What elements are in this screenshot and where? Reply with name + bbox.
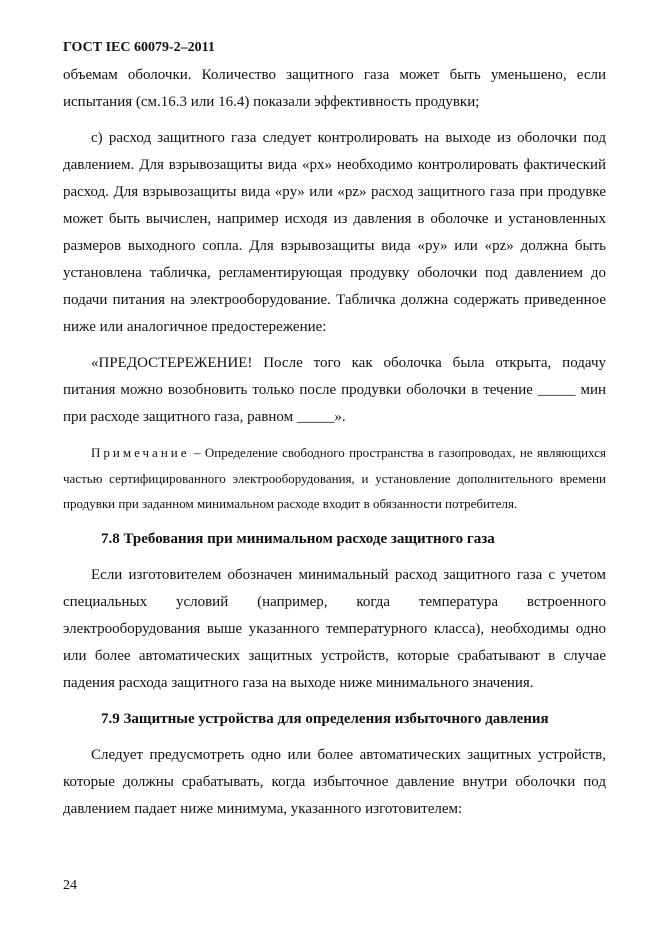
paragraph-warning: «ПРЕДОСТЕРЕЖЕНИЕ! После того как оболочка была открыта, подачу питания можно возобновить только после продувки оболочки в течение _____ мин при расходе защитного газа, равном _____». (63, 355, 606, 425)
standard-header: ГОСТ IEC 60079-2–2011 (63, 40, 215, 55)
section-7-9-title: 7.9 Защитные устройства для определения избыточного давления (101, 710, 549, 727)
paragraph-7-8: Если изготовителем обозначен минимальный расход защитного газа с учетом специальных условий (например, когда температура встроенного электрооборудования выше указанного температурного класса), необходимы одно или более автоматических защитных устройств, которые срабатывают в случае падения расхода защитного газа на выходе ниже минимального значения. (63, 566, 606, 691)
note (63, 440, 606, 517)
page-number: 24 (63, 878, 77, 893)
paragraph-7-9: Следует предусмотреть одно или более автоматических защитных устройств, которые должны срабатывать, когда избыточное давление внутри оболочки под давлением падает ниже минимума, указанного изготовителем: (63, 746, 606, 817)
section-7-8-title: 7.8 Требования при минимальном расходе защитного газа (101, 530, 495, 547)
paragraph-item-c: c) расход защитного газа следует контролировать на выходе из оболочки под давлением. Для взрывозащиты вида «px» необходимо контролировать фактический расход. Для взрывозащиты вида «py» или «pz» расход защитного газа при продувке может быть вычислен, например исходя из давления в оболочке и установленных размеров выходного сопла. Для взрывозащиты вида «py» или «pz» должна быть установлена табличка, регламентирующая продувку оболочки под давлением до подачи питания на электрооборудование. Табличка должна содержать приведенное ниже или аналогичное предостережение: (63, 130, 606, 335)
note-text: – Определение свободного пространства в газопроводах, не являющихся частью сертифицированного электрооборудования, и установление дополнительного времени продувки при заданном минимальном расходе входит в обязанности потребителя. (63, 445, 606, 511)
note-label: Примечание (91, 445, 190, 460)
paragraph-continuation: объемам оболочки. Количество защитного газа может быть уменьшено, если испытания (см.16.3 или 16.4) показали эффективность продувки; (63, 67, 606, 110)
document-body (63, 62, 606, 823)
